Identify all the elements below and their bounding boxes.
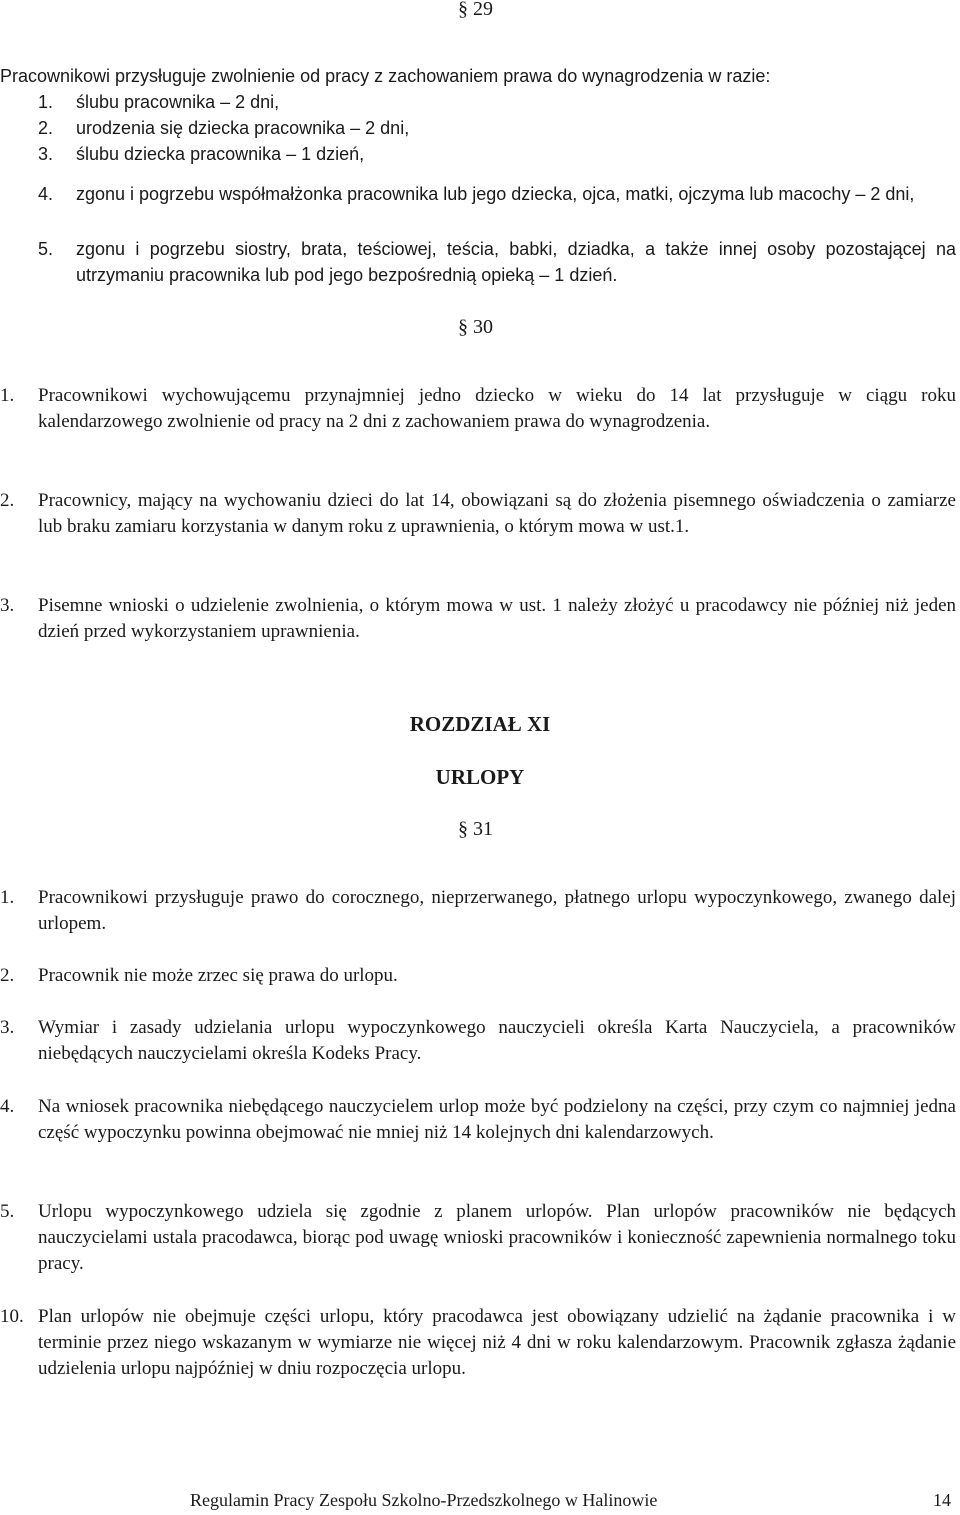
list-item-number: 2. xyxy=(38,118,54,138)
paragraph-item xyxy=(0,1199,956,1277)
paragraph-text: Pisemne wnioski o udzielenie zwolnienia, o którym mowa w ust. 1 należy złożyć u pracodawcy nie później niż jeden dzień przed wykorzystaniem uprawnienia. xyxy=(38,595,956,642)
paragraph-text: Urlopu wypoczynkowego udziela się zgodnie z planem urlopów. Plan urlopów pracowników nie będących nauczycielami ustala pracodawca, biorąc pod uwagę wnioski pracowników i konieczność zapewnienia normalnego toku pracy. xyxy=(38,1201,956,1274)
section-heading-29: § 29 xyxy=(458,0,493,20)
paragraph-item xyxy=(0,1304,956,1408)
paragraph-item xyxy=(0,1015,956,1067)
paragraph-number: 3. xyxy=(0,1017,15,1038)
paragraph-item xyxy=(0,383,956,461)
section-29-intro: Pracownikowi przysługuje zwolnienie od pracy z zachowaniem prawa do wynagrodzenia w razie: xyxy=(0,66,771,86)
chapter-title: URLOPY xyxy=(435,765,525,789)
paragraph-text: Pracownikowi przysługuje prawo do corocznego, nieprzerwanego, płatnego urlopu wypoczynkowego, zwanego dalej urlopem. xyxy=(38,887,956,934)
paragraph-number: 1. xyxy=(0,887,15,908)
list-item xyxy=(38,115,956,141)
list-item-number: 1. xyxy=(38,92,54,112)
paragraph-number: 4. xyxy=(0,1096,15,1117)
list-item xyxy=(38,141,956,167)
paragraph-number: 10. xyxy=(0,1306,24,1327)
paragraph-text: Pracownik nie może zrzec się prawa do urlopu. xyxy=(38,965,398,986)
list-item-text: ślubu pracownika – 2 dni, xyxy=(76,92,280,112)
list-item-text: zgonu i pogrzebu siostry, brata, teściowej, teścia, babki, dziadka, a także innej osoby pozostającej na utrzymaniu pracownika lub pod jego bezpośrednią opieką – 1 dzień. xyxy=(76,239,956,285)
paragraph-item xyxy=(0,488,956,566)
paragraph-text: Wymiar i zasady udzielania urlopu wypoczynkowego nauczycieli określa Karta Nauczyciela, a pracowników niebędących nauczycielami określa Kodeks Pracy. xyxy=(38,1017,956,1064)
list-item-text: zgonu i pogrzebu współmałżonka pracownika lub jego dziecka, ojca, matki, ojczyma lub macochy – 2 dni, xyxy=(76,184,915,204)
section-heading-30: § 30 xyxy=(458,316,493,338)
chapter-number: ROZDZIAŁ XI xyxy=(409,712,551,736)
section-heading-31: § 31 xyxy=(458,818,493,840)
list-item xyxy=(38,236,956,288)
page-number: 14 xyxy=(933,1490,951,1510)
paragraph-item xyxy=(0,593,956,645)
footer-title: Regulamin Pracy Zespołu Szkolno-Przedszkolnego w Halinowie xyxy=(190,1490,658,1510)
paragraph-number: 2. xyxy=(0,965,15,986)
list-item xyxy=(38,89,956,115)
paragraph-number: 1. xyxy=(0,385,15,406)
list-item-text: urodzenia się dziecka pracownika – 2 dni, xyxy=(76,118,410,138)
paragraph-text: Pracownikowi wychowującemu przynajmniej jedno dziecko w wieku do 14 lat przysługuje w ciągu roku kalendarzowego zwolnienie od pracy na 2 dni z zachowaniem prawa do wynagrodzenia. xyxy=(38,385,956,432)
paragraph-text: Na wniosek pracownika niebędącego nauczycielem urlop może być podzielony na części, przy czym co najmniej jedna część wypoczynku powinna obejmować nie mniej niż 14 kolejnych dni kalendarzowych. xyxy=(38,1096,956,1143)
list-item-number: 4. xyxy=(38,184,54,204)
list-item-number: 3. xyxy=(38,144,54,164)
paragraph-text: Pracownicy, mający na wychowaniu dzieci do lat 14, obowiązani są do złożenia pisemnego oświadczenia o zamiarze lub braku zamiaru korzystania w danym roku z uprawnienia, o którym mowa w ust.1. xyxy=(38,490,956,537)
list-item xyxy=(38,181,956,233)
paragraph-item xyxy=(0,885,956,937)
paragraph-item xyxy=(0,963,956,989)
paragraph-number: 2. xyxy=(0,490,15,511)
paragraph-item xyxy=(0,1094,956,1172)
paragraph-number: 5. xyxy=(0,1201,15,1222)
paragraph-text: Plan urlopów nie obejmuje części urlopu, który pracodawca jest obowiązany udzielić na żądanie pracownika i w terminie przez niego wskazanym w wymiarze nie więcej niż 4 dni w roku kalendarzowym. Pracownik zgłasza żądanie udzielenia urlopu najpóźniej w dniu rozpoczęcia urlopu. xyxy=(38,1306,956,1379)
list-item-number: 5. xyxy=(38,239,54,259)
paragraph-number: 3. xyxy=(0,595,15,616)
list-item-text: ślubu dziecka pracownika – 1 dzień, xyxy=(76,144,365,164)
